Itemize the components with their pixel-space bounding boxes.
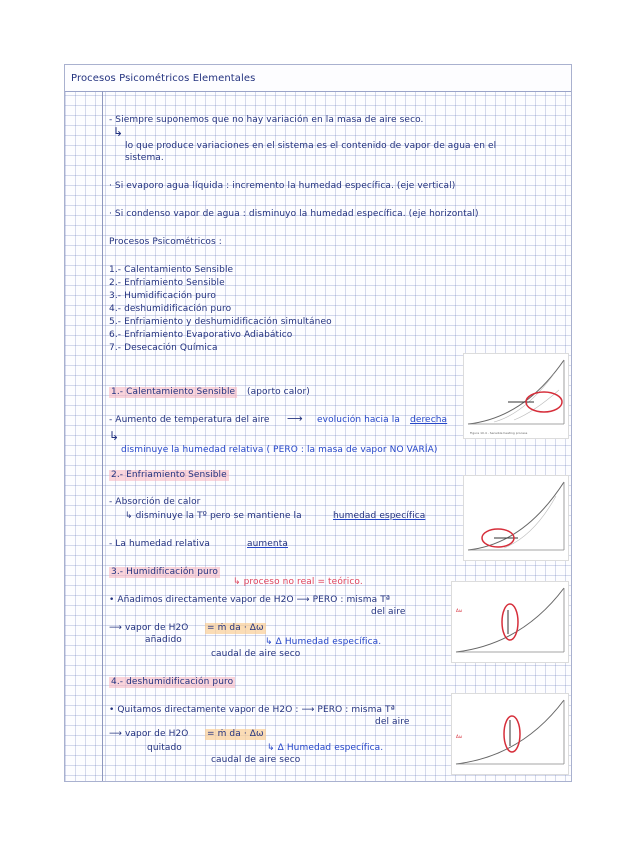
section1-arrow2: ↳	[109, 429, 120, 443]
section3-delta: ↳ Δ Humedad específica.	[265, 637, 382, 647]
section1-derecha: derecha	[410, 415, 448, 425]
section4-line1b: del aire	[375, 717, 410, 727]
section1-heading: 1.- Calentamiento Sensible	[111, 387, 236, 397]
section4-caudal: caudal de aire seco	[211, 755, 301, 765]
process-item: 1.- Calentamiento Sensible	[109, 265, 234, 275]
notebook-sheet	[64, 64, 572, 782]
intro-line-1: - Siempre suponemos que no hay variación en la masa de aire seco.	[109, 115, 424, 125]
intro-line-4: · Si condenso vapor de agua : disminuyo la humedad específica. (eje horizontal)	[109, 209, 479, 219]
svg-text:Figure 10.4 - Sensible heating: Figure 10.4 - Sensible heating process	[470, 431, 528, 435]
process-item: 5.- Enfriamiento y deshumidificación simultáneo	[109, 317, 332, 327]
humidificacion-figure	[451, 581, 569, 663]
svg-text:Δω: Δω	[456, 734, 463, 739]
intro-line-3: · Si evaporo agua líquida : incremento la humedad específica. (eje vertical)	[109, 181, 456, 191]
intro-arrow: ↳	[113, 125, 124, 139]
section4-eq-label: quitado	[147, 743, 182, 753]
section3-line1b: del aire	[371, 607, 406, 617]
section3-line1: • Añadimos directamente vapor de H2O ⟶ PERO : misma Tª	[109, 595, 391, 605]
section4-eq-mid: = ṁ da · Δω	[207, 729, 264, 739]
section4-heading: 4.- deshumidificación puro	[111, 677, 234, 687]
section2-line3: - La humedad relativa	[109, 539, 211, 549]
svg-text:Δω: Δω	[456, 608, 463, 613]
section3-heading: 3.- Humidificación puro	[111, 567, 219, 577]
page-title: Procesos Psicométricos Elementales	[71, 73, 256, 84]
enfriamiento-figure	[463, 475, 569, 561]
processes-heading: Procesos Psicométricos :	[109, 237, 222, 247]
section2-line1: - Absorción de calor	[109, 497, 201, 507]
process-item: 3.- Humidificación puro	[109, 291, 217, 301]
section1-note: (aporto calor)	[247, 387, 310, 397]
section3-eq-mid: = ṁ da · Δω	[207, 623, 264, 633]
calentamiento-figure	[463, 353, 569, 439]
section2-line2: ↳ disminuye la Tº pero se mantiene la	[125, 511, 302, 521]
section2-humedad: humedad específica	[333, 511, 426, 521]
process-item: 2.- Enfriamiento Sensible	[109, 278, 225, 288]
section1-evolution: evolución hacia la	[317, 415, 400, 425]
section2-aumenta: aumenta	[247, 539, 288, 549]
section3-eq-pre: ⟶ vapor de H2O	[109, 623, 189, 633]
deshumidificacion-figure	[451, 693, 569, 775]
intro-line-2b: sistema.	[125, 153, 164, 163]
intro-line-2a: lo que produce variaciones en el sistema es el contenido de vapor de agua en el	[125, 141, 497, 151]
section1-line2: disminuye la humedad relativa ( PERO : la masa de vapor NO VARÍA)	[121, 445, 438, 455]
process-item: 7.- Desecación Química	[109, 343, 218, 353]
section2-heading: 2.- Enfriamiento Sensible	[111, 470, 227, 480]
process-item: 6.- Enfriamiento Evaporativo Adiabático	[109, 330, 293, 340]
title-bar	[65, 65, 571, 92]
section4-eq-pre: ⟶ vapor de H2O	[109, 729, 189, 739]
section1-line1: - Aumento de temperatura del aire	[109, 415, 270, 425]
section3-note: ↳ proceso no real = teórico.	[233, 577, 363, 587]
section4-delta: ↳ Δ Humedad específica.	[267, 743, 384, 753]
section3-caudal: caudal de aire seco	[211, 649, 301, 659]
process-item: 4.- deshumidificación puro	[109, 304, 232, 314]
section1-arrow: ⟶	[287, 412, 303, 425]
section4-line1: • Quitamos directamente vapor de H2O : ⟶ PERO : misma Tª	[109, 705, 395, 715]
margin-line	[102, 91, 103, 781]
section3-eq-label: añadido	[145, 635, 182, 645]
